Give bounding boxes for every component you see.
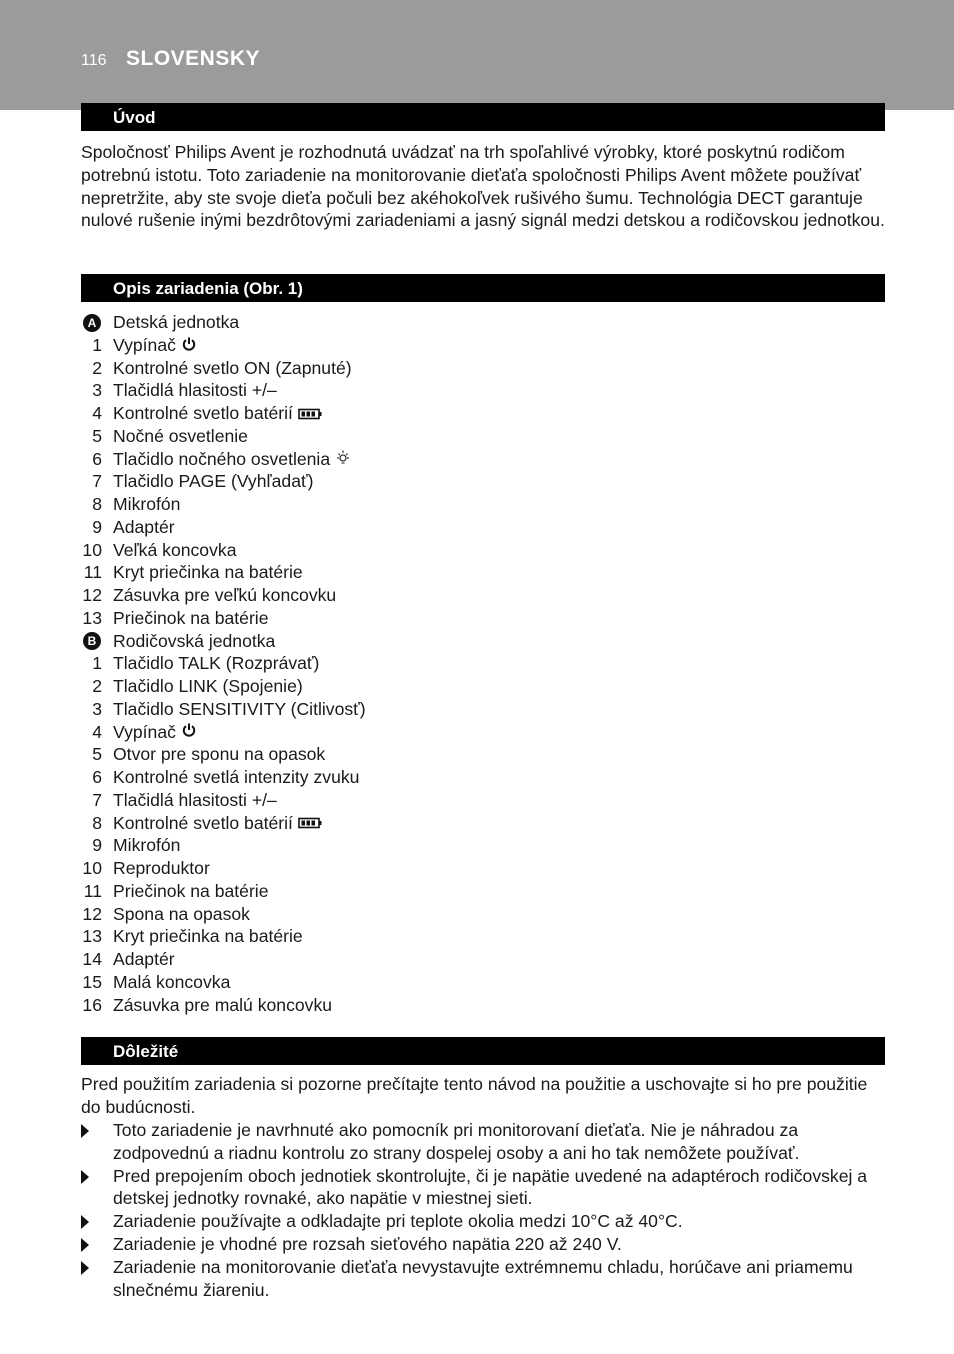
item-number: 3 xyxy=(92,698,102,719)
item-number: 15 xyxy=(82,971,102,992)
list-item xyxy=(81,925,891,948)
item-number: 12 xyxy=(82,903,102,924)
item-number: 2 xyxy=(92,357,102,378)
battery-icon xyxy=(298,403,322,426)
section-heading-dolezite: Dôležité xyxy=(81,1037,885,1065)
group-label: Rodičovská jednotka xyxy=(113,630,276,651)
list-item xyxy=(81,516,891,539)
item-text: Reproduktor xyxy=(113,858,210,878)
bullet-item xyxy=(81,1165,891,1211)
item-text: Tlačidlo LINK (Spojenie) xyxy=(113,676,303,696)
bullet-marker-icon xyxy=(81,1215,89,1229)
list-item xyxy=(81,948,891,971)
item-text: Kontrolné svetlá intenzity zvuku xyxy=(113,767,360,787)
item-number: 3 xyxy=(92,380,102,401)
list-item xyxy=(81,766,891,789)
item-number: 5 xyxy=(92,744,102,765)
item-number: 11 xyxy=(83,562,102,583)
list-item xyxy=(81,857,891,880)
item-number: 10 xyxy=(82,539,102,560)
bullet-marker-icon xyxy=(81,1261,89,1275)
item-text: Zásuvka pre malú koncovku xyxy=(113,994,333,1015)
list-item xyxy=(81,721,891,744)
item-text: Priečinok na batérie xyxy=(113,607,269,628)
group-heading xyxy=(81,311,891,334)
header-band xyxy=(0,0,954,110)
list-item xyxy=(81,652,891,675)
bullet-text: Zariadenie na monitorovanie dieťaťa nevystavujte extrémnemu chladu, horúčave ani priamemu slnečnému žiareniu. xyxy=(113,1256,853,1300)
item-number: 5 xyxy=(92,425,102,446)
item-number: 10 xyxy=(82,858,102,878)
item-number: 8 xyxy=(92,812,102,833)
item-text: Tlačidlá hlasitosti +/– xyxy=(113,380,277,401)
group-letter-badge: A xyxy=(83,314,101,332)
item-text: Mikrofón xyxy=(113,835,181,856)
bullet-marker-icon xyxy=(81,1238,89,1252)
list-item xyxy=(81,493,891,516)
bullet-text: Zariadenie používajte a odkladajte pri teplote okolia medzi 10°C až 40°C. xyxy=(113,1211,683,1232)
item-text: Tlačidlá hlasitosti +/– xyxy=(113,789,277,810)
bullet-item xyxy=(81,1256,891,1302)
item-text: Priečinok na batérie xyxy=(113,880,269,901)
item-number: 16 xyxy=(82,994,102,1015)
bullet-item xyxy=(81,1119,891,1165)
item-number: 6 xyxy=(92,767,102,787)
list-item xyxy=(81,675,891,698)
item-number: 1 xyxy=(92,653,102,674)
list-item xyxy=(81,812,891,835)
list-item xyxy=(81,743,891,766)
item-number: 2 xyxy=(92,676,102,696)
item-number: 14 xyxy=(82,949,102,969)
list-item xyxy=(81,334,891,357)
item-text: Kryt priečinka na batérie xyxy=(113,926,303,947)
section-heading-uvod: Úvod xyxy=(81,103,885,131)
item-text: Zásuvka pre veľkú koncovku xyxy=(113,585,337,605)
item-number: 7 xyxy=(92,789,102,810)
list-item xyxy=(81,903,891,926)
item-text: Vypínač xyxy=(113,334,176,355)
list-item xyxy=(81,698,891,721)
item-text: Vypínač xyxy=(113,721,176,742)
item-number: 13 xyxy=(82,607,102,628)
list-item xyxy=(81,994,891,1017)
power-icon xyxy=(181,335,197,358)
important-bullets xyxy=(81,1119,891,1301)
parts-list xyxy=(81,311,891,1016)
list-item xyxy=(81,834,891,857)
language-title: SLOVENSKY xyxy=(126,47,261,70)
item-number: 6 xyxy=(92,448,102,469)
item-text: Kontrolné svetlo batérií xyxy=(113,812,293,833)
item-number: 9 xyxy=(92,516,102,537)
bullet-item xyxy=(81,1210,891,1233)
list-item xyxy=(81,379,891,402)
item-number: 12 xyxy=(82,585,102,605)
list-item xyxy=(81,448,891,471)
nightlight-icon xyxy=(335,448,351,471)
list-item xyxy=(81,880,891,903)
group-label: Detská jednotka xyxy=(113,312,240,332)
item-number: 9 xyxy=(92,835,102,856)
list-item xyxy=(81,561,891,584)
intro-paragraph: Spoločnosť Philips Avent je rozhodnutá uvádzať na trh spoľahlivé výrobky, ktoré poskytnú rodičom potrebnú istotu. Toto zariadenie na monitorovanie dieťaťa spoločnosti Philips Avent môžete používať nepretržite, aby ste svoje dieťa počuli bez akéhokoľvek rušivého šumu. Technológia DECT garantuje nulové rušenie inými bezdrôtovými zariadeniami a jasný signál medzi detskou a rodičovskou jednotkou. xyxy=(81,142,885,231)
bullet-text: Toto zariadenie je navrhnuté ako pomocník pri monitorovaní dieťaťa. Nie je náhradou za zodpovednú a riadnu kontrolu zo strany dospelej osoby a ani ho tak nemôžete používať. xyxy=(113,1120,800,1163)
list-item xyxy=(81,470,891,493)
item-number: 8 xyxy=(92,494,102,514)
item-number: 1 xyxy=(92,334,102,355)
group-heading xyxy=(81,630,891,653)
item-text: Kontrolné svetlo ON (Zapnuté) xyxy=(113,357,352,378)
list-item xyxy=(81,607,891,630)
item-number: 11 xyxy=(83,880,102,901)
bullet-item xyxy=(81,1233,891,1256)
item-text: Adaptér xyxy=(113,949,175,969)
list-item xyxy=(81,402,891,425)
bullet-marker-icon xyxy=(81,1124,89,1138)
list-item xyxy=(81,789,891,812)
list-item xyxy=(81,425,891,448)
item-number: 13 xyxy=(82,926,102,947)
item-text: Tlačidlo TALK (Rozprávať) xyxy=(113,653,320,674)
bullet-marker-icon xyxy=(81,1170,89,1184)
item-text: Mikrofón xyxy=(113,494,181,514)
bullet-text: Zariadenie je vhodné pre rozsah sieťového napätia 220 až 240 V. xyxy=(113,1233,622,1254)
list-item xyxy=(81,357,891,380)
item-text: Nočné osvetlenie xyxy=(113,425,248,446)
item-text: Otvor pre sponu na opasok xyxy=(113,744,326,765)
important-intro: Pred použitím zariadenia si pozorne prečítajte tento návod na použitie a uschovajte si ho pre použitie do budúcnosti. xyxy=(81,1074,868,1117)
item-text: Spona na opasok xyxy=(113,903,250,924)
item-text: Malá koncovka xyxy=(113,971,231,992)
bullet-text: Pred prepojením oboch jednotiek skontrolujte, či je napätie uvedené na adaptéroch rodičovskej a detskej jednotky rovnaké, ako napätie v miestnej sieti. xyxy=(113,1165,868,1209)
item-text: Veľká koncovka xyxy=(113,539,237,560)
list-item xyxy=(81,971,891,994)
group-letter-badge: B xyxy=(83,632,101,650)
list-item xyxy=(81,584,891,607)
section-heading-opis: Opis zariadenia (Obr. 1) xyxy=(81,274,885,302)
item-number: 4 xyxy=(92,721,102,742)
item-text: Adaptér xyxy=(113,516,175,537)
item-text: Tlačidlo SENSITIVITY (Citlivosť) xyxy=(113,698,366,719)
item-text: Kryt priečinka na batérie xyxy=(113,562,303,583)
page-number: 116 xyxy=(81,52,107,69)
item-text: Tlačidlo PAGE (Vyhľadať) xyxy=(113,471,314,492)
item-number: 7 xyxy=(92,471,102,492)
list-item xyxy=(81,539,891,562)
battery-icon xyxy=(298,812,322,835)
item-text: Tlačidlo nočného osvetlenia xyxy=(113,448,331,469)
item-number: 4 xyxy=(92,403,102,423)
item-text: Kontrolné svetlo batérií xyxy=(113,403,293,423)
power-icon xyxy=(181,721,197,744)
